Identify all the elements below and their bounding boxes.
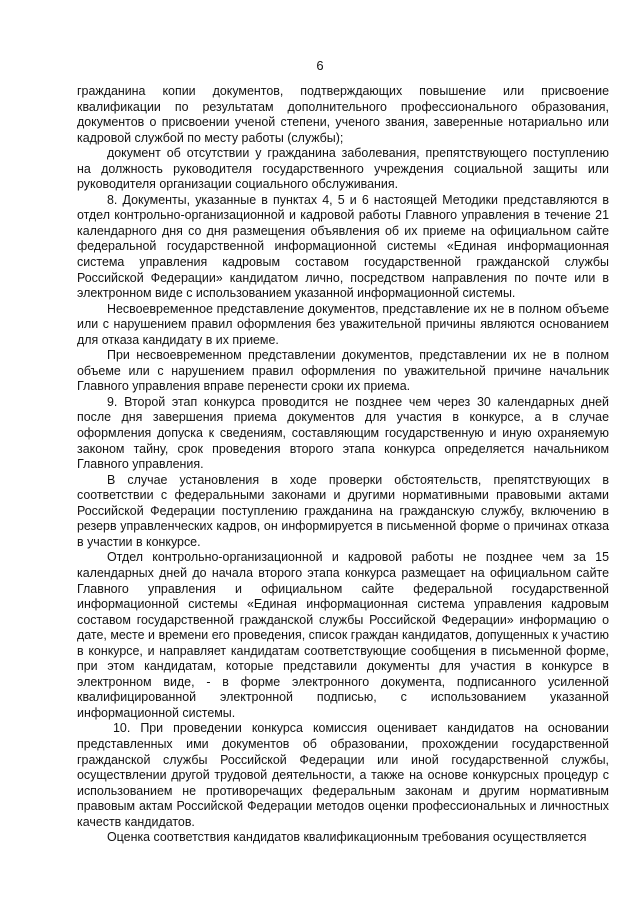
page-number: 6 [316,58,324,73]
paragraph: 8. Документы, указанные в пунктах 4, 5 и 6 настоящей Методики представляются в отдел контрольно-организационной и кадровой работы Главного управления в течение 21 календарного дня со дня размещения объявления об их приеме на официальном сайте федеральной государственной информационной системы «Единая информационная система управления кадровым составом государственной гражданской службы Российской Федерации» кандидатом лично, посредством направления по почте или в электронном виде с использованием указанной информационной системы. [77,192,609,301]
paragraph: При несвоевременном представлении документов, представлении их не в полном объеме или с нарушением правил оформления по уважительной причине начальник Главного управления вправе перенести сроки их приема. [77,348,609,394]
document-body [77,84,609,846]
paragraph: Оценка соответствия кандидатов квалификационным требования осуществляется [107,830,587,845]
paragraph: Отдел контрольно-организационной и кадровой работы не позднее чем за 15 календарных дней до начала второго этапа конкурса размещает на официальном сайте Главного управления и официальном сайте федеральной государственной информационной системы «Единая информационная система управления кадровым составом государственной гражданской службы Российской Федерации» информацию о дате, месте и времени его проведения, список граждан кандидатов, допущенных к участию в конкурсе, и направляет кандидатам соответствующие сообщения в письменной форме, при этом кандидатам, которые представили документы для участия в конкурсе в электронном виде, - в форме электронного документа, подписанного усиленной квалифицированной электронной подписью, с использованием указанной информационной системы. [77,550,609,720]
paragraph: В случае установления в ходе проверки обстоятельств, препятствующих в соответствии с федеральными законами и другими нормативными правовыми актами Российской Федерации поступлению гражданина на гражданскую службу, включению в резерв управленческих кадров, он информируется в письменной форме о причинах отказа в участии в конкурсе. [77,472,609,549]
paragraph: Несвоевременное представление документов, представление их не в полном объеме или с нарушением правил оформления без уважительной причины являются основанием для отказа кандидату в их приеме. [77,301,609,347]
paragraph: документ об отсутствии у гражданина заболевания, препятствующего поступлению на должность руководителя государственного учреждения социальной защиты или руководителя организации социального обслуживания. [77,146,609,192]
paragraph: 9. Второй этап конкурса проводится не позднее чем через 30 календарных дней после дня завершения приема документов для участия в конкурсе, а в случае оформления допуска к сведениям, составляющим государственную и иную охраняемую законом тайну, срок проведения второго этапа конкурса определяется начальником Главного управления. [77,394,609,472]
paragraph: 10. При проведении конкурса комиссия оценивает кандидатов на основании представленных ими документов об образовании, прохождении государственной гражданской службы Российской Федерации или иной государственной службы, осуществлении другой трудовой деятельности, а также на основе конкурсных процедур с использованием не противоречащих федеральным законам и другим нормативным правовым актам Российской Федерации методов оценки профессиональных и личностных качеств кандидатов. [77,721,609,829]
paragraph: гражданина копии документов, подтверждающих повышение или присвоение квалификации по результатам дополнительного профессионального образования, документов о присвоении ученой степени, ученого звания, заверенные нотариально или кадровой службой по месту работы (службы); [77,84,609,145]
